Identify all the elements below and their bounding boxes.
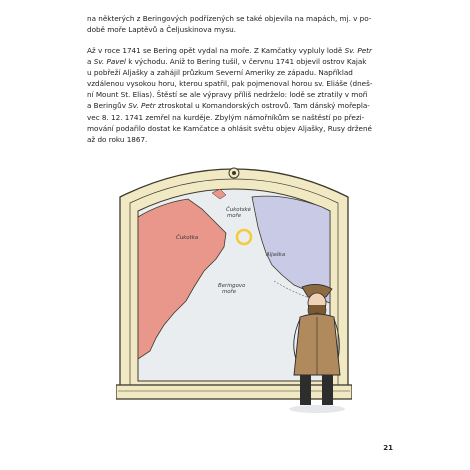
text-line: vzdálenou vysokou horu, kterou spatřil, pak pojmenoval horou sv. Eliáše (dneš- bbox=[87, 79, 373, 89]
ship-name: Sv. Petr bbox=[128, 101, 156, 111]
text-line: až do roku 1867. bbox=[87, 134, 148, 144]
text-line: na některých z Beringových podřízených se také objevila na mapách, mj. v po- bbox=[87, 14, 372, 23]
ship-name: Sv. Pavel bbox=[93, 57, 126, 67]
map-illustration bbox=[116, 163, 352, 425]
text-line: a Beringův Sv. Petr ztroskotal u Komandorských ostrovů. Tam dánský mořepla- bbox=[87, 101, 370, 111]
paragraph-2 bbox=[87, 45, 382, 145]
text-line: vec 8. 12. 1741 zemřel na kurděje. Zbylým námořníkům se naštěstí po přezi- bbox=[87, 112, 365, 122]
text-line: době moře Laptěvů a Čeljuskinova mysu. bbox=[87, 25, 236, 35]
page-number: 21 bbox=[383, 444, 393, 452]
text-line: mování podařilo dostat ke Kamčatce a ohlásit světu objev Aljašky, Rusy držené bbox=[87, 123, 372, 133]
text-line: u pobřeží Aljašky a zahájil průzkum Severní Ameriky ze západu. Například bbox=[87, 68, 353, 78]
chukchi-sea-label: Čukotské moře bbox=[226, 207, 251, 219]
paragraph-1 bbox=[87, 13, 382, 35]
text-line: a Sv. Pavel k východu. Aniž to Bering tušil, v červnu 1741 objevil ostrov Kajak bbox=[87, 57, 367, 67]
bering-sea-label: Beringovo moře bbox=[218, 283, 246, 295]
chukotka-label: Čukotka bbox=[176, 235, 199, 241]
text-line: ní Mount St. Elias). Štěstí se ale výpravy příliš nedrželo: lodě se ztratily v moři bbox=[87, 90, 368, 100]
text-line: Až v roce 1741 se Bering opět vydal na moře. Z Kamčatky vypluly lodě Sv. Petr bbox=[87, 46, 372, 55]
ship-name: Sv. Petr bbox=[344, 46, 372, 55]
alaska-label: Aljaška bbox=[266, 252, 286, 258]
